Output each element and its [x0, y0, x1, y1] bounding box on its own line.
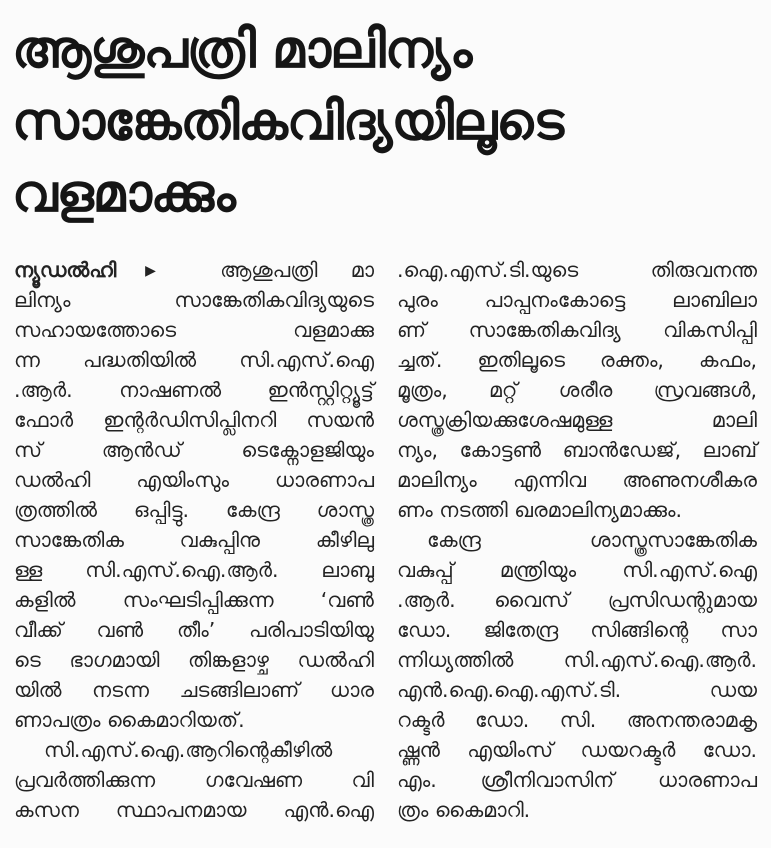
body-line: സഹായത്തോടെ വളമാക്കു — [14, 318, 374, 342]
body-line: ടെ ഭാഗമായി തിങ്കളാഴ്ച ഡൽഹി — [14, 648, 374, 672]
body-line: .ആർ. നാഷണൽ ഇൻസ്റ്റിറ്റ്യൂട്ട് — [14, 378, 374, 402]
body-line: എൻ.ഐ.ഐ.എസ്.ടി. ഡയ — [397, 678, 757, 702]
body-line: കസന സ്ഥാപനമായ എൻ.ഐ — [14, 798, 374, 822]
article-column-left — [14, 255, 374, 825]
body-line: .ആർ. വൈസ് പ്രസിഡന്റുമായ — [397, 588, 757, 612]
headline-line: ആശുപത്രി മാലിന്യം — [12, 20, 472, 80]
body-line — [14, 255, 374, 285]
headline-line: സാങ്കേതികവിദ്യയിലൂടെ — [12, 92, 563, 152]
body-text: ആശുപത്രി മാ — [220, 258, 374, 282]
body-line: എം. ശ്രീനിവാസിന് ധാരണാപ — [397, 768, 757, 792]
body-line: ള്ള സി.എസ്.ഐ.ആർ. ലാബു — [14, 558, 374, 582]
body-line: സ് ആൻഡ് ടെക്നോളജിയും — [14, 438, 374, 462]
body-line: മൂത്രം, മറ്റ് ശരീര സ്രവങ്ങൾ, — [397, 378, 757, 402]
body-line: ന്നിധ്യത്തിൽ സി.എസ്.ഐ.ആർ. — [397, 648, 757, 672]
body-line: ച്ചത്. ഇതിലൂടെ രക്തം, കഫം, — [397, 348, 757, 372]
body-line: വീക്ക് വൺ തീം’ പരിപാടിയിയു — [14, 618, 374, 642]
body-line: കളിൽ സംഘടിപ്പിക്കുന്ന ‘വൺ — [14, 588, 374, 612]
headline-line: വളമാക്കും — [12, 164, 235, 224]
body-line: യിൽ നടന്ന ചടങ്ങിലാണ് ധാര — [14, 678, 374, 702]
body-line: ത്രത്തിൽ ഒപ്പിട്ടു. കേന്ദ്ര ശാസ്ത്ര — [14, 498, 374, 522]
article-column-right — [397, 255, 757, 825]
body-line: ഷ്ണൻ എയിംസ് ഡയറക്ടർ ഡോ. — [397, 738, 757, 762]
dateline-arrow-icon: ▶ — [118, 263, 183, 279]
body-line: ണാപത്രം കൈമാറിയത്. — [14, 708, 245, 732]
body-line: .ഐ.എസ്.ടി.യുടെ തിരുവനന്ത — [397, 258, 757, 282]
dateline: ന്യൂഡൽഹി — [14, 258, 117, 282]
body-line: സാങ്കേതിക വകുപ്പിനു കീഴിലു — [14, 528, 374, 552]
body-line: ണ് സാങ്കേതികവിദ്യ വികസിപ്പി — [397, 318, 757, 342]
body-line: ത്രം കൈമാറി. — [397, 798, 531, 822]
body-line: റക്ടർ ഡോ. സി. അനന്തരാമകൃ — [397, 708, 757, 732]
body-line: ഡൽഹി എയിംസും ധാരണാപ — [14, 468, 374, 492]
body-line: പ്രവർത്തിക്കുന്ന ഗവേഷണ വി — [14, 768, 374, 792]
body-line: ന്യം, കോട്ടൺ ബാൻഡേജ്, ലാബ് — [397, 438, 757, 462]
body-line: വകുപ്പ് മന്ത്രിയും സി.എസ്.ഐ — [397, 558, 757, 582]
body-line: മാലിന്യം എന്നിവ അണുനശീകര — [397, 468, 757, 492]
body-line: ശസ്ത്രക്രിയക്കുശേഷമുള്ള മാലി — [397, 408, 757, 432]
body-line: ന്ന പദ്ധതിയിൽ സി.എസ്.ഐ — [14, 348, 374, 372]
headline — [12, 14, 762, 230]
body-line: ഡോ. ജിതേന്ദ്ര സിങ്ങിന്റെ സാ — [397, 618, 757, 642]
body-line: ലിന്യം സാങ്കേതികവിദ്യയുടെ — [14, 288, 374, 312]
body-line: കേന്ദ്ര ശാസ്ത്രസാങ്കേതിക — [427, 528, 757, 552]
body-line: സി.എസ്.ഐ.ആറിന്റെകീഴിൽ — [44, 738, 333, 762]
body-line: ണം നടത്തി ഖരമാലിന്യമാക്കും. — [397, 498, 683, 522]
body-line: ഫോർ ഇന്റർഡിസിപ്ലിനറി സയൻ — [14, 408, 374, 432]
body-line: പുരം പാപ്പനംകോട്ടെ ലാബിലാ — [397, 288, 757, 312]
